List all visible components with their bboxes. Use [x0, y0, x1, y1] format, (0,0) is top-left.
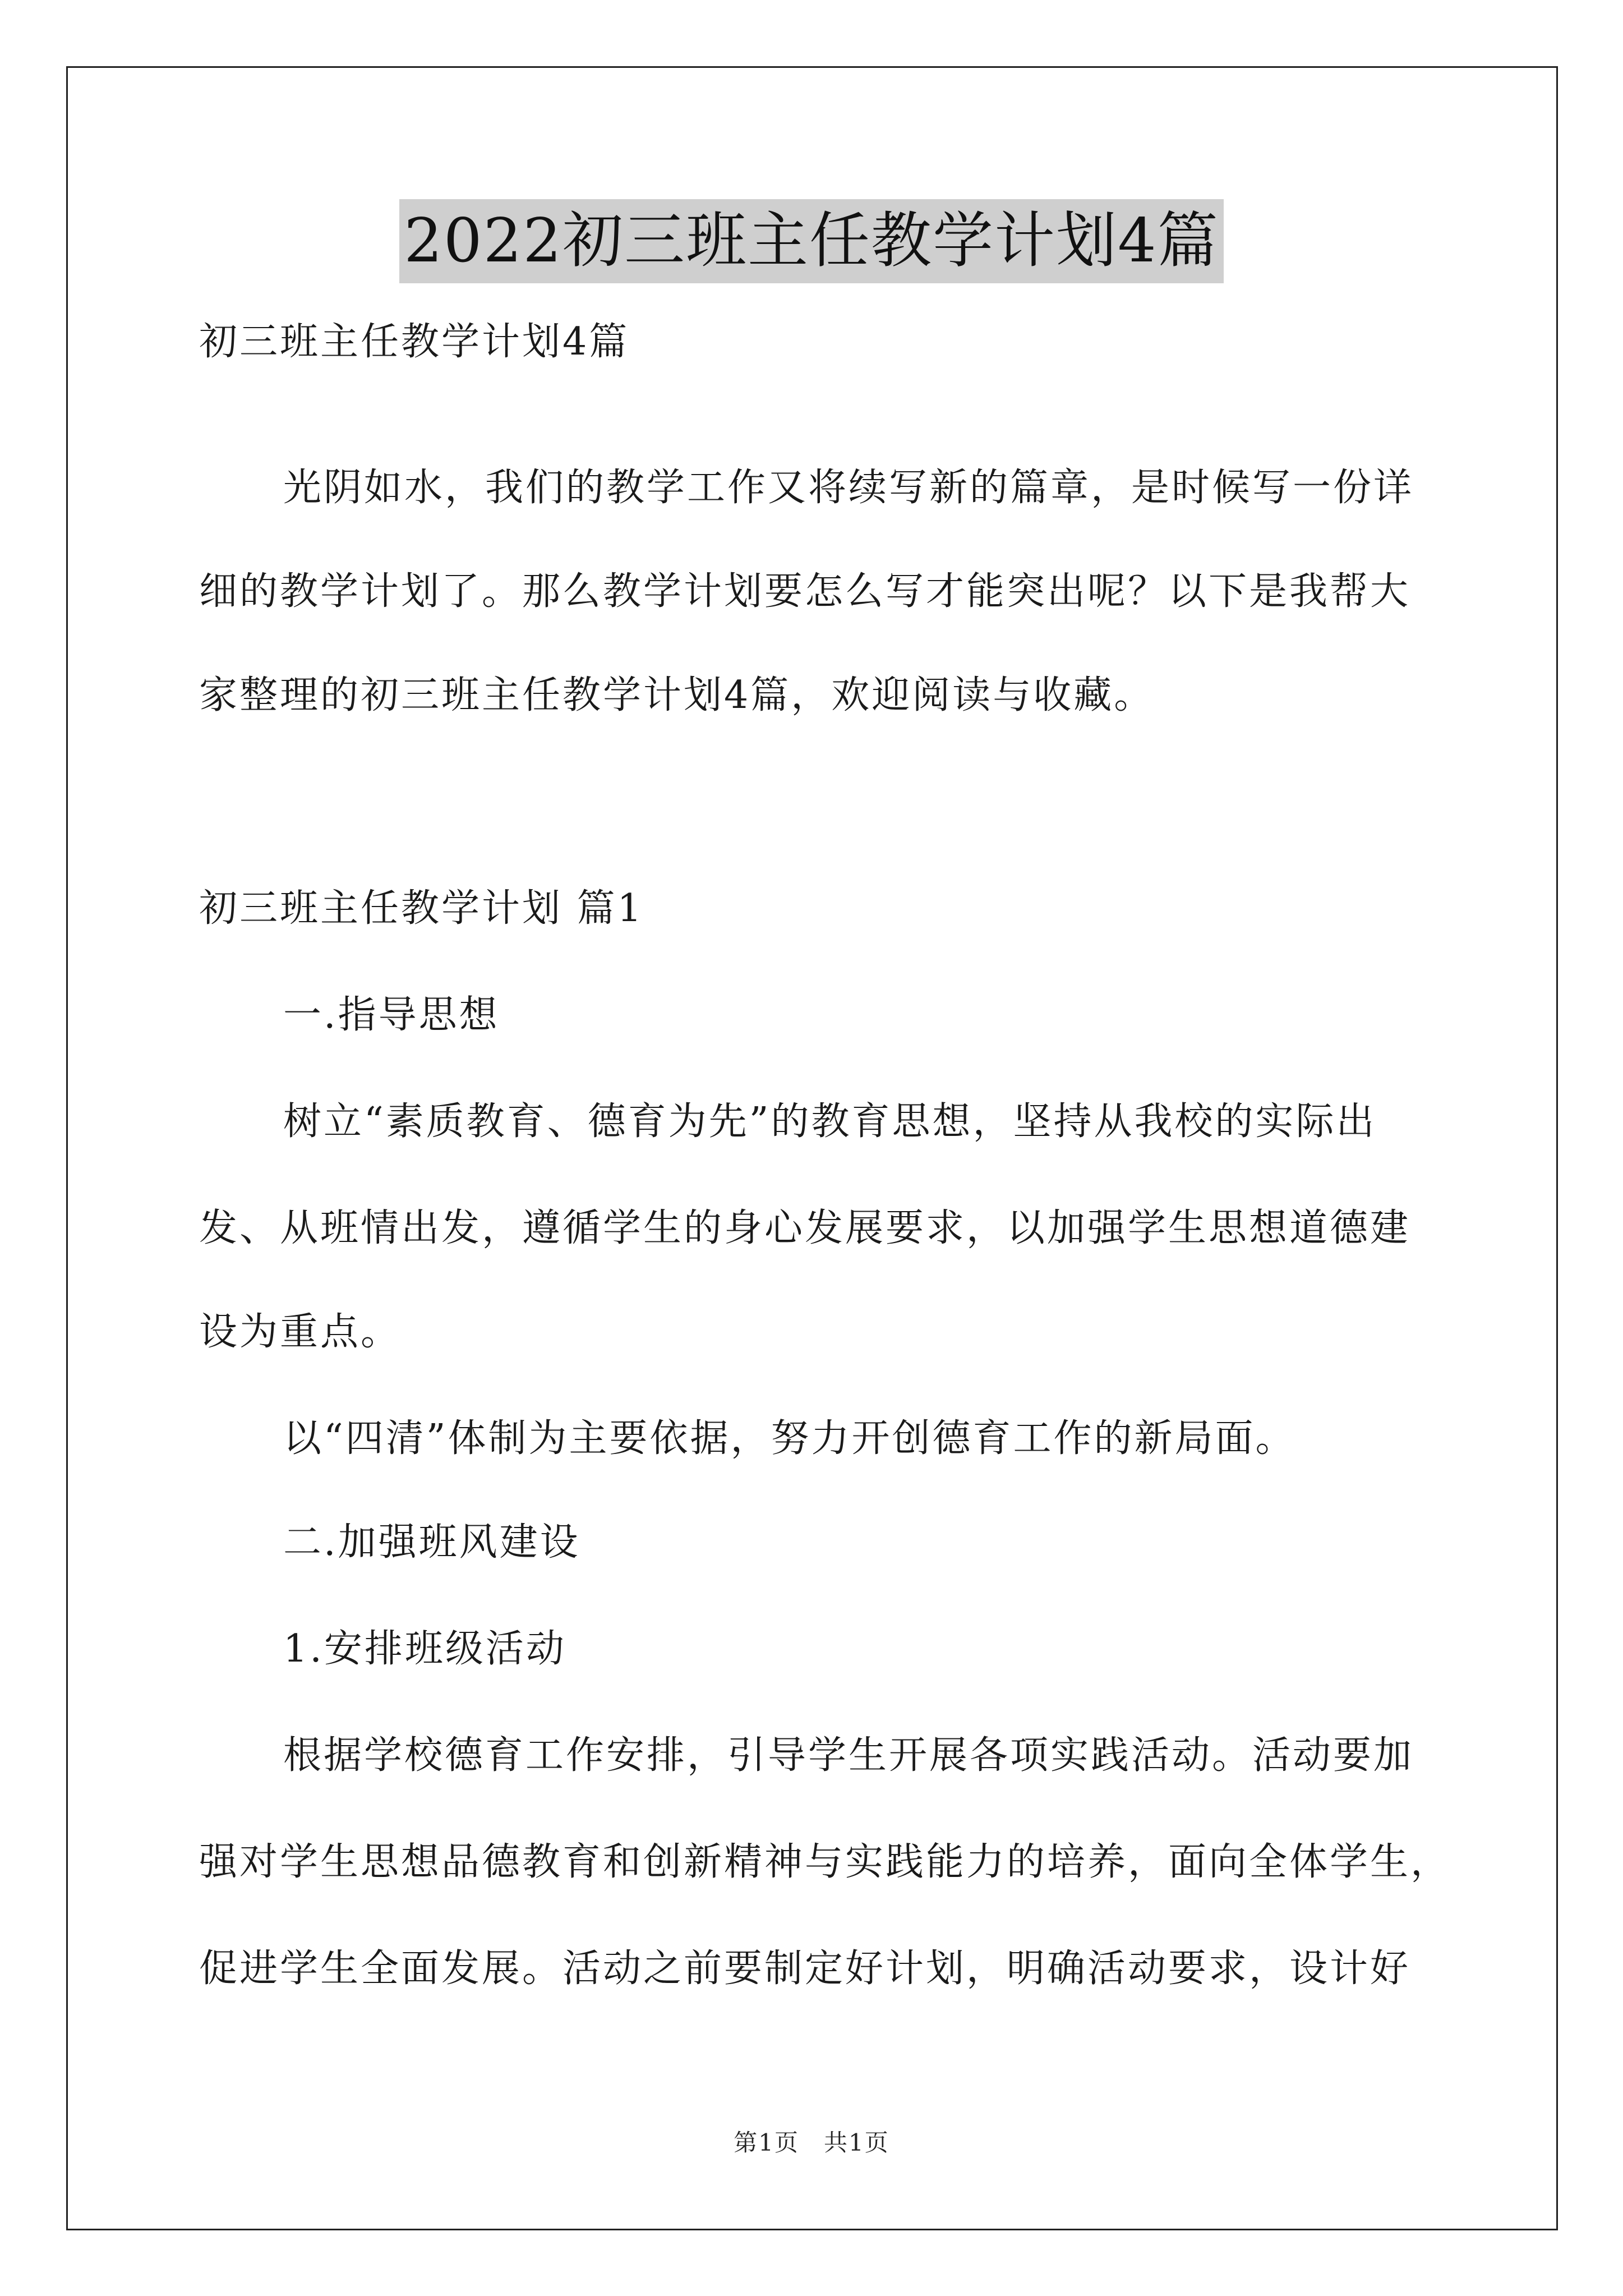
- paragraph-line: 设为重点。: [199, 1310, 402, 1354]
- intro-paragraph-line-1: 光阴如水，我们的教学工作又将续写新的篇章，是时候写一份详: [283, 466, 1414, 510]
- subheading-guiding-thought: 一.指导思想: [283, 993, 500, 1037]
- subheading-class-style: 二.加强班风建设: [283, 1520, 580, 1565]
- doc-subtitle: 初三班主任教学计划4篇: [199, 320, 630, 364]
- intro-paragraph-line-2: 细的教学计划了。那么教学计划要怎么写才能突出呢？以下是我帮大: [199, 569, 1411, 614]
- page-border: [66, 66, 1558, 2230]
- paragraph-line: 树立“素质教育、德育为先”的教育思想，坚持从我校的实际出: [283, 1099, 1377, 1144]
- paragraph-line: 以“四清”体制为主要依据，努力开创德育工作的新局面。: [283, 1416, 1296, 1461]
- paragraph-line: 强对学生思想品德教育和创新精神与实践能力的培养，面向全体学生，: [199, 1840, 1451, 1884]
- subheading-class-activities: 1.安排班级活动: [283, 1627, 566, 1671]
- paragraph-line: 根据学校德育工作安排，引导学生开展各项实践活动。活动要加: [283, 1733, 1414, 1778]
- paragraph-line: 发、从班情出发，遵循学生的身心发展要求，以加强学生思想道德建: [199, 1206, 1411, 1250]
- page-footer: 第1页 共1页: [734, 2129, 889, 2156]
- section-heading: 初三班主任教学计划 篇1: [199, 886, 644, 931]
- title-container: [0, 199, 1623, 283]
- document-title: 2022初三班主任教学计划4篇: [399, 199, 1224, 283]
- paragraph-line: 促进学生全面发展。活动之前要制定好计划，明确活动要求，设计好: [199, 1947, 1411, 1991]
- intro-paragraph-line-3: 家整理的初三班主任教学计划4篇，欢迎阅读与收藏。: [199, 673, 1155, 717]
